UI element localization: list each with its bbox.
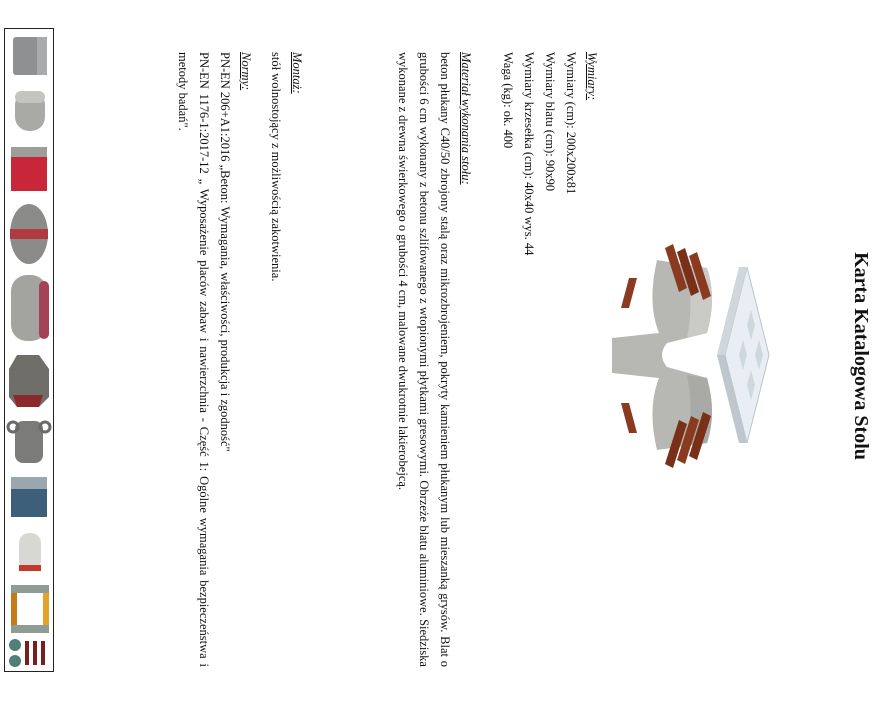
standards-heading: Normy:	[239, 52, 253, 91]
planter-with-handles-icon	[8, 421, 50, 463]
material-heading: Materiał wykonania stołu:	[459, 52, 473, 185]
concrete-bollard-grey-icon	[13, 37, 47, 75]
hexagonal-planter-icon	[9, 355, 49, 407]
dimensions-section	[497, 52, 602, 667]
oval-planter-stripe-icon	[11, 275, 49, 341]
bench-with-backrest-icon	[11, 585, 49, 633]
page-title: Karta Katalogowa Stolu	[850, 252, 872, 460]
dimensions-heading: Wymiary:	[585, 52, 599, 101]
dimensions-line: Wymiary (cm): 200x200x81	[564, 52, 578, 195]
standard-line-2: PN-EN 1176-1:2017-12 „ Wyposażenie placów zabaw i nawierzchnia - Część 1: Ogólne wymagania bezpieczeństwa i metody badań".	[176, 52, 211, 667]
weight-line: Waga (kg): ok. 400	[501, 52, 515, 149]
standards-section	[172, 52, 256, 667]
bollard-red-ring-icon	[19, 533, 41, 571]
concrete-bollard-round-icon	[15, 91, 45, 131]
product-strip	[4, 28, 54, 672]
standard-line-1: PN-EN 206+A1:2016 „Beton: Wymagania, właściwości, produkcja i zgodność"	[218, 52, 232, 452]
seat-dimensions-line: Wymiary krzesełka (cm): 40x40 wys. 44	[522, 52, 536, 256]
cube-planter-icon	[11, 477, 47, 517]
park-bench-icon	[9, 639, 45, 667]
material-section	[392, 52, 476, 667]
mounting-text: stół wolnostojący z możliwością zakotwienia.	[269, 52, 283, 282]
concrete-chess-table-icon	[602, 238, 777, 473]
concrete-planter-red-icon	[11, 147, 47, 191]
tabletop-dimensions-line: Wymiary blatu (cm): 90x90	[543, 52, 557, 192]
material-text: beton płukany C40/50 zbrojony stalą oraz mikrozbrojeniem, pokryty kamieniem płukanym lub mieszanką grysów. Blat o grubości 6 cm wykonany z betonu szlifowanego z wtopionymi płytkami gresowymi. Obrzeże blatu aluminiowe. Siedziska wykonane z drewna świerkowego o grubości 4 cm, malowane dwukrotnie lakierobejcą.	[396, 52, 452, 667]
mounting-heading: Montaż:	[290, 52, 304, 94]
round-planter-stripe-icon	[10, 204, 48, 264]
mounting-section	[265, 52, 307, 667]
